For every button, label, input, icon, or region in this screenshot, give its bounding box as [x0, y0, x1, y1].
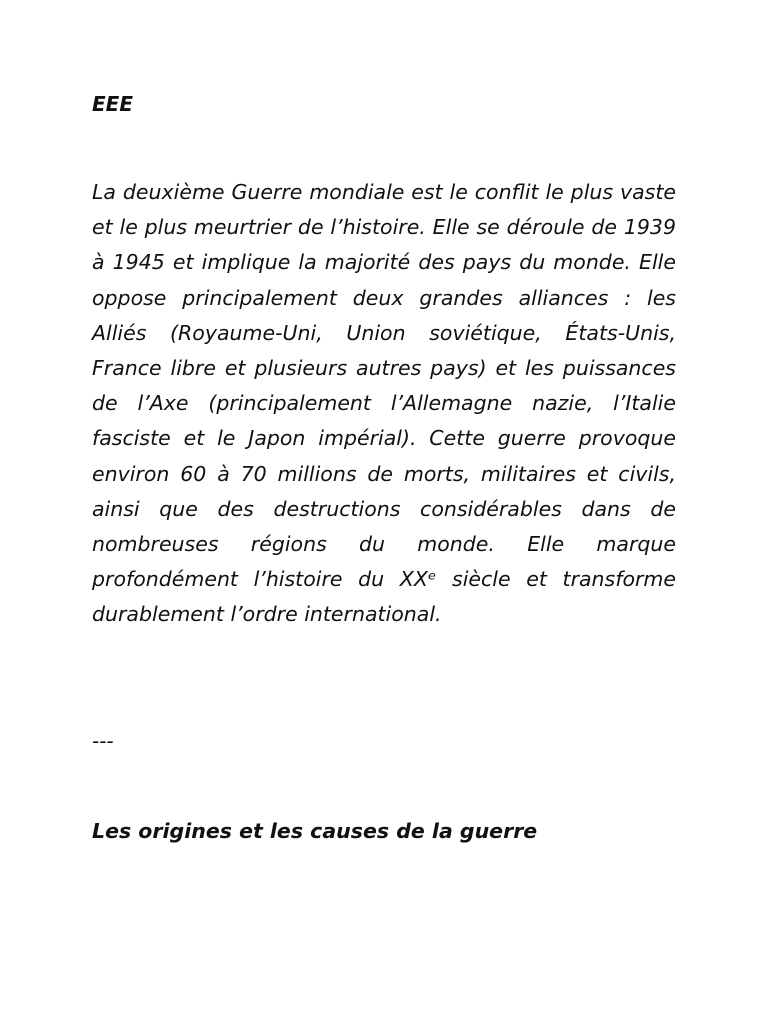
intro-paragraph: La deuxième Guerre mondiale est le conflit le plus vaste et le plus meurtrier de l’histoire. Elle se déroule de 1939 à 1945 et implique la majorité des pays du monde. Elle oppose principalement deux grandes alliances : les Alliés (Royaume-Uni, Union soviétique, États-Unis, France libre et plusieurs autres pays) et les puissances de l’Axe (principalement l’Allemagne nazie, l’Italie fasciste et le Japon impérial). Cette guerre provoque environ 60 à 70 millions de morts, militaires et civils, ainsi que des destructions considérables dans de nombreuses régions du monde. Elle marque profondément l’histoire du XXᵉ siècle et transforme durablement l’ordre international.	[92, 180, 676, 627]
section-separator: ---	[92, 729, 114, 753]
section-title: Les origines et les causes de la guerre	[92, 819, 538, 843]
document-heading: EEE	[92, 92, 133, 116]
